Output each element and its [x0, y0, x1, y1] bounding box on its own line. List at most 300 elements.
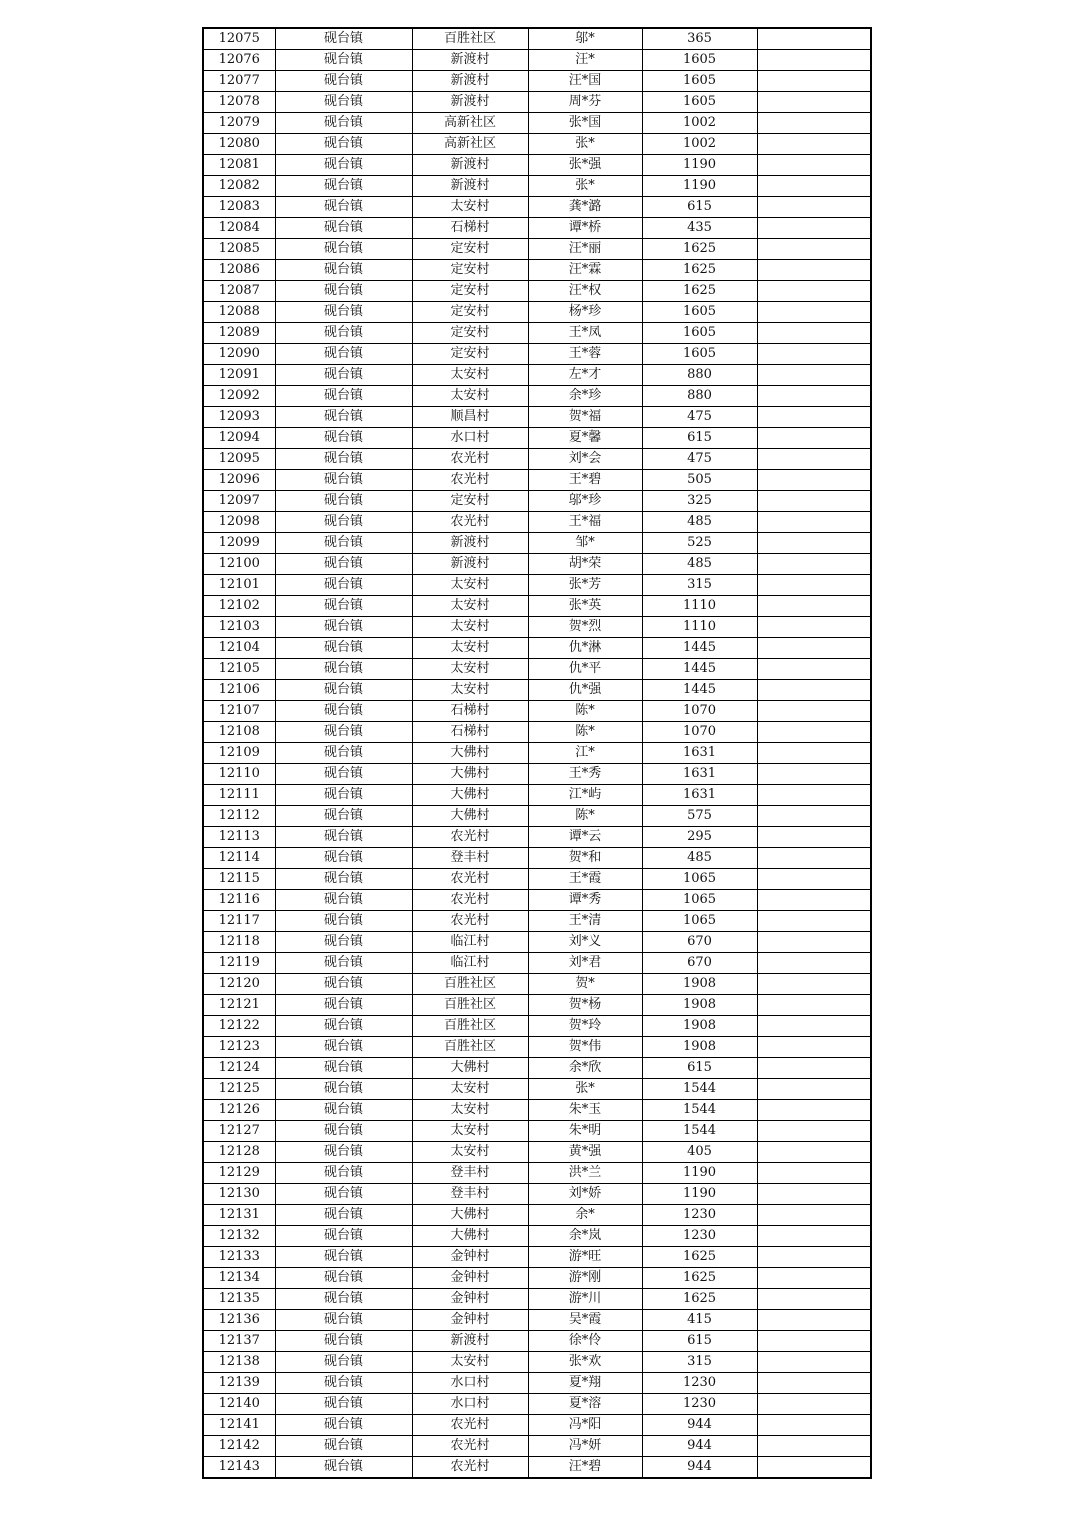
name-cell: 余* [528, 1205, 642, 1226]
township-cell: 砚台镇 [275, 1184, 412, 1205]
amount-cell: 1605 [642, 302, 757, 323]
village-cell: 太安村 [412, 659, 528, 680]
name-cell: 王*凤 [528, 323, 642, 344]
row-number-cell: 12126 [203, 1100, 275, 1121]
amount-cell: 1605 [642, 344, 757, 365]
township-cell: 砚台镇 [275, 1058, 412, 1079]
amount-cell: 1605 [642, 323, 757, 344]
remark-cell [757, 302, 871, 323]
township-cell: 砚台镇 [275, 134, 412, 155]
remark-cell [757, 785, 871, 806]
row-number-cell: 12143 [203, 1457, 275, 1479]
township-cell: 砚台镇 [275, 1247, 412, 1268]
township-cell: 砚台镇 [275, 365, 412, 386]
township-cell: 砚台镇 [275, 155, 412, 176]
name-cell: 江*屿 [528, 785, 642, 806]
name-cell: 夏*馨 [528, 428, 642, 449]
village-cell: 农光村 [412, 512, 528, 533]
table-row [203, 1415, 871, 1436]
name-cell: 王*碧 [528, 470, 642, 491]
remark-cell [757, 1331, 871, 1352]
remark-cell [757, 260, 871, 281]
township-cell: 砚台镇 [275, 575, 412, 596]
row-number-cell: 12105 [203, 659, 275, 680]
village-cell: 新渡村 [412, 533, 528, 554]
name-cell: 冯*阳 [528, 1415, 642, 1436]
remark-cell [757, 1121, 871, 1142]
amount-cell: 1605 [642, 92, 757, 113]
township-cell: 砚台镇 [275, 1142, 412, 1163]
amount-cell: 615 [642, 197, 757, 218]
township-cell: 砚台镇 [275, 28, 412, 50]
village-cell: 太安村 [412, 1352, 528, 1373]
remark-cell [757, 1037, 871, 1058]
village-cell: 农光村 [412, 470, 528, 491]
name-cell: 汪*权 [528, 281, 642, 302]
row-number-cell: 12088 [203, 302, 275, 323]
amount-cell: 1625 [642, 1289, 757, 1310]
table-row [203, 1205, 871, 1226]
name-cell: 贺*伟 [528, 1037, 642, 1058]
data-table [202, 27, 872, 1479]
remark-cell [757, 491, 871, 512]
amount-cell: 415 [642, 1310, 757, 1331]
amount-cell: 475 [642, 407, 757, 428]
village-cell: 金钟村 [412, 1310, 528, 1331]
row-number-cell: 12103 [203, 617, 275, 638]
table-row [203, 1436, 871, 1457]
village-cell: 定安村 [412, 239, 528, 260]
table-row [203, 1037, 871, 1058]
row-number-cell: 12142 [203, 1436, 275, 1457]
table-row [203, 575, 871, 596]
village-cell: 大佛村 [412, 1058, 528, 1079]
name-cell: 邬*珍 [528, 491, 642, 512]
remark-cell [757, 953, 871, 974]
table-row [203, 533, 871, 554]
village-cell: 百胜社区 [412, 974, 528, 995]
name-cell: 王*秀 [528, 764, 642, 785]
row-number-cell: 12133 [203, 1247, 275, 1268]
remark-cell [757, 827, 871, 848]
amount-cell: 1445 [642, 680, 757, 701]
township-cell: 砚台镇 [275, 491, 412, 512]
name-cell: 刘*娇 [528, 1184, 642, 1205]
table-row [203, 764, 871, 785]
village-cell: 农光村 [412, 1457, 528, 1479]
township-cell: 砚台镇 [275, 533, 412, 554]
row-number-cell: 12077 [203, 71, 275, 92]
name-cell: 吴*霞 [528, 1310, 642, 1331]
amount-cell: 1070 [642, 701, 757, 722]
remark-cell [757, 512, 871, 533]
village-cell: 太安村 [412, 1100, 528, 1121]
amount-cell: 1110 [642, 617, 757, 638]
name-cell: 游*川 [528, 1289, 642, 1310]
village-cell: 太安村 [412, 1079, 528, 1100]
row-number-cell: 12106 [203, 680, 275, 701]
amount-cell: 880 [642, 365, 757, 386]
village-cell: 高新社区 [412, 113, 528, 134]
village-cell: 百胜社区 [412, 1037, 528, 1058]
table-row [203, 1226, 871, 1247]
row-number-cell: 12119 [203, 953, 275, 974]
amount-cell: 1544 [642, 1121, 757, 1142]
name-cell: 张*强 [528, 155, 642, 176]
remark-cell [757, 554, 871, 575]
remark-cell [757, 1142, 871, 1163]
row-number-cell: 12116 [203, 890, 275, 911]
table-row [203, 890, 871, 911]
row-number-cell: 12112 [203, 806, 275, 827]
table-row [203, 554, 871, 575]
table-row [203, 638, 871, 659]
remark-cell [757, 638, 871, 659]
name-cell: 张*欢 [528, 1352, 642, 1373]
name-cell: 谭*秀 [528, 890, 642, 911]
township-cell: 砚台镇 [275, 596, 412, 617]
name-cell: 贺* [528, 974, 642, 995]
name-cell: 仇*平 [528, 659, 642, 680]
village-cell: 新渡村 [412, 50, 528, 71]
township-cell: 砚台镇 [275, 1016, 412, 1037]
village-cell: 临江村 [412, 932, 528, 953]
remark-cell [757, 1226, 871, 1247]
amount-cell: 1908 [642, 995, 757, 1016]
remark-cell [757, 617, 871, 638]
name-cell: 张* [528, 176, 642, 197]
township-cell: 砚台镇 [275, 218, 412, 239]
township-cell: 砚台镇 [275, 659, 412, 680]
row-number-cell: 12118 [203, 932, 275, 953]
township-cell: 砚台镇 [275, 953, 412, 974]
village-cell: 太安村 [412, 1142, 528, 1163]
amount-cell: 365 [642, 28, 757, 50]
remark-cell [757, 344, 871, 365]
township-cell: 砚台镇 [275, 1079, 412, 1100]
amount-cell: 575 [642, 806, 757, 827]
village-cell: 太安村 [412, 638, 528, 659]
amount-cell: 1065 [642, 869, 757, 890]
row-number-cell: 12092 [203, 386, 275, 407]
remark-cell [757, 71, 871, 92]
row-number-cell: 12130 [203, 1184, 275, 1205]
remark-cell [757, 659, 871, 680]
table-row [203, 28, 871, 50]
row-number-cell: 12108 [203, 722, 275, 743]
table-row [203, 1184, 871, 1205]
amount-cell: 1230 [642, 1226, 757, 1247]
name-cell: 贺*杨 [528, 995, 642, 1016]
table-row [203, 1394, 871, 1415]
amount-cell: 944 [642, 1457, 757, 1479]
amount-cell: 880 [642, 386, 757, 407]
row-number-cell: 12090 [203, 344, 275, 365]
name-cell: 汪* [528, 50, 642, 71]
table-row [203, 1310, 871, 1331]
township-cell: 砚台镇 [275, 722, 412, 743]
village-cell: 太安村 [412, 596, 528, 617]
village-cell: 新渡村 [412, 92, 528, 113]
village-cell: 定安村 [412, 260, 528, 281]
remark-cell [757, 1415, 871, 1436]
village-cell: 高新社区 [412, 134, 528, 155]
township-cell: 砚台镇 [275, 1352, 412, 1373]
remark-cell [757, 449, 871, 470]
table-row [203, 50, 871, 71]
remark-cell [757, 1100, 871, 1121]
township-cell: 砚台镇 [275, 92, 412, 113]
village-cell: 水口村 [412, 1373, 528, 1394]
name-cell: 冯*妍 [528, 1436, 642, 1457]
name-cell: 江* [528, 743, 642, 764]
amount-cell: 1631 [642, 743, 757, 764]
table-row [203, 1352, 871, 1373]
name-cell: 洪*兰 [528, 1163, 642, 1184]
amount-cell: 1625 [642, 1268, 757, 1289]
name-cell: 王*蓉 [528, 344, 642, 365]
row-number-cell: 12121 [203, 995, 275, 1016]
amount-cell: 1605 [642, 50, 757, 71]
township-cell: 砚台镇 [275, 407, 412, 428]
name-cell: 邬* [528, 28, 642, 50]
name-cell: 贺*烈 [528, 617, 642, 638]
village-cell: 太安村 [412, 1121, 528, 1142]
township-cell: 砚台镇 [275, 890, 412, 911]
table-row [203, 260, 871, 281]
township-cell: 砚台镇 [275, 911, 412, 932]
row-number-cell: 12137 [203, 1331, 275, 1352]
village-cell: 定安村 [412, 344, 528, 365]
amount-cell: 1190 [642, 155, 757, 176]
township-cell: 砚台镇 [275, 743, 412, 764]
village-cell: 新渡村 [412, 1331, 528, 1352]
amount-cell: 1002 [642, 134, 757, 155]
row-number-cell: 12129 [203, 1163, 275, 1184]
row-number-cell: 12078 [203, 92, 275, 113]
village-cell: 新渡村 [412, 554, 528, 575]
table-row [203, 1373, 871, 1394]
row-number-cell: 12075 [203, 28, 275, 50]
amount-cell: 505 [642, 470, 757, 491]
remark-cell [757, 1457, 871, 1479]
table-row [203, 1289, 871, 1310]
name-cell: 余*珍 [528, 386, 642, 407]
remark-cell [757, 911, 871, 932]
remark-cell [757, 323, 871, 344]
table-row [203, 281, 871, 302]
township-cell: 砚台镇 [275, 932, 412, 953]
name-cell: 谭*云 [528, 827, 642, 848]
row-number-cell: 12089 [203, 323, 275, 344]
amount-cell: 1230 [642, 1205, 757, 1226]
name-cell: 邹* [528, 533, 642, 554]
name-cell: 周*芬 [528, 92, 642, 113]
table-row [203, 1121, 871, 1142]
amount-cell: 1908 [642, 1016, 757, 1037]
row-number-cell: 12117 [203, 911, 275, 932]
name-cell: 王*霞 [528, 869, 642, 890]
name-cell: 汪*国 [528, 71, 642, 92]
village-cell: 大佛村 [412, 806, 528, 827]
amount-cell: 315 [642, 1352, 757, 1373]
amount-cell: 615 [642, 1331, 757, 1352]
amount-cell: 1625 [642, 260, 757, 281]
name-cell: 张*芳 [528, 575, 642, 596]
village-cell: 农光村 [412, 1415, 528, 1436]
name-cell: 胡*荣 [528, 554, 642, 575]
table-row [203, 323, 871, 344]
amount-cell: 1065 [642, 911, 757, 932]
village-cell: 定安村 [412, 491, 528, 512]
amount-cell: 315 [642, 575, 757, 596]
amount-cell: 435 [642, 218, 757, 239]
township-cell: 砚台镇 [275, 1310, 412, 1331]
village-cell: 水口村 [412, 1394, 528, 1415]
name-cell: 陈* [528, 701, 642, 722]
township-cell: 砚台镇 [275, 260, 412, 281]
remark-cell [757, 1289, 871, 1310]
village-cell: 太安村 [412, 617, 528, 638]
table-row [203, 71, 871, 92]
village-cell: 大佛村 [412, 743, 528, 764]
amount-cell: 1230 [642, 1373, 757, 1394]
row-number-cell: 12093 [203, 407, 275, 428]
remark-cell [757, 932, 871, 953]
remark-cell [757, 1016, 871, 1037]
amount-cell: 670 [642, 953, 757, 974]
township-cell: 砚台镇 [275, 1394, 412, 1415]
amount-cell: 1190 [642, 1163, 757, 1184]
township-cell: 砚台镇 [275, 1226, 412, 1247]
village-cell: 大佛村 [412, 1226, 528, 1247]
township-cell: 砚台镇 [275, 386, 412, 407]
village-cell: 大佛村 [412, 1205, 528, 1226]
village-cell: 农光村 [412, 1436, 528, 1457]
table-row [203, 113, 871, 134]
table-row [203, 470, 871, 491]
row-number-cell: 12131 [203, 1205, 275, 1226]
amount-cell: 405 [642, 1142, 757, 1163]
row-number-cell: 12110 [203, 764, 275, 785]
township-cell: 砚台镇 [275, 1289, 412, 1310]
name-cell: 刘*君 [528, 953, 642, 974]
township-cell: 砚台镇 [275, 1205, 412, 1226]
row-number-cell: 12095 [203, 449, 275, 470]
amount-cell: 1230 [642, 1394, 757, 1415]
remark-cell [757, 995, 871, 1016]
amount-cell: 1631 [642, 785, 757, 806]
table-row [203, 701, 871, 722]
amount-cell: 485 [642, 848, 757, 869]
amount-cell: 485 [642, 512, 757, 533]
table-row [203, 995, 871, 1016]
remark-cell [757, 806, 871, 827]
remark-cell [757, 407, 871, 428]
village-cell: 太安村 [412, 197, 528, 218]
table-row [203, 407, 871, 428]
remark-cell [757, 1058, 871, 1079]
row-number-cell: 12076 [203, 50, 275, 71]
row-number-cell: 12124 [203, 1058, 275, 1079]
row-number-cell: 12114 [203, 848, 275, 869]
table-row [203, 239, 871, 260]
name-cell: 刘*会 [528, 449, 642, 470]
remark-cell [757, 1205, 871, 1226]
remark-cell [757, 113, 871, 134]
name-cell: 刘*义 [528, 932, 642, 953]
name-cell: 仇*淋 [528, 638, 642, 659]
village-cell: 金钟村 [412, 1268, 528, 1289]
name-cell: 龚*潞 [528, 197, 642, 218]
village-cell: 顺昌村 [412, 407, 528, 428]
name-cell: 余*欣 [528, 1058, 642, 1079]
table-row [203, 722, 871, 743]
row-number-cell: 12087 [203, 281, 275, 302]
table-row [203, 743, 871, 764]
remark-cell [757, 1436, 871, 1457]
remark-cell [757, 533, 871, 554]
village-cell: 石梯村 [412, 701, 528, 722]
table-row [203, 1100, 871, 1121]
amount-cell: 1605 [642, 71, 757, 92]
amount-cell: 485 [642, 554, 757, 575]
township-cell: 砚台镇 [275, 554, 412, 575]
table-row [203, 911, 871, 932]
name-cell: 余*岚 [528, 1226, 642, 1247]
name-cell: 游*旺 [528, 1247, 642, 1268]
village-cell: 水口村 [412, 428, 528, 449]
township-cell: 砚台镇 [275, 1268, 412, 1289]
township-cell: 砚台镇 [275, 323, 412, 344]
remark-cell [757, 1247, 871, 1268]
table-row [203, 491, 871, 512]
row-number-cell: 12099 [203, 533, 275, 554]
township-cell: 砚台镇 [275, 197, 412, 218]
name-cell: 王*福 [528, 512, 642, 533]
row-number-cell: 12085 [203, 239, 275, 260]
township-cell: 砚台镇 [275, 239, 412, 260]
table-row [203, 365, 871, 386]
table-row [203, 218, 871, 239]
amount-cell: 1544 [642, 1100, 757, 1121]
township-cell: 砚台镇 [275, 680, 412, 701]
table-row [203, 1331, 871, 1352]
amount-cell: 1190 [642, 1184, 757, 1205]
table-row [203, 659, 871, 680]
name-cell: 张*国 [528, 113, 642, 134]
amount-cell: 670 [642, 932, 757, 953]
row-number-cell: 12140 [203, 1394, 275, 1415]
amount-cell: 1065 [642, 890, 757, 911]
remark-cell [757, 722, 871, 743]
village-cell: 农光村 [412, 827, 528, 848]
row-number-cell: 12084 [203, 218, 275, 239]
table-row [203, 512, 871, 533]
table-row [203, 176, 871, 197]
township-cell: 砚台镇 [275, 701, 412, 722]
remark-cell [757, 1268, 871, 1289]
name-cell: 朱*明 [528, 1121, 642, 1142]
name-cell: 陈* [528, 722, 642, 743]
remark-cell [757, 470, 871, 491]
row-number-cell: 12127 [203, 1121, 275, 1142]
township-cell: 砚台镇 [275, 1331, 412, 1352]
remark-cell [757, 28, 871, 50]
village-cell: 大佛村 [412, 785, 528, 806]
row-number-cell: 12115 [203, 869, 275, 890]
table-row [203, 806, 871, 827]
